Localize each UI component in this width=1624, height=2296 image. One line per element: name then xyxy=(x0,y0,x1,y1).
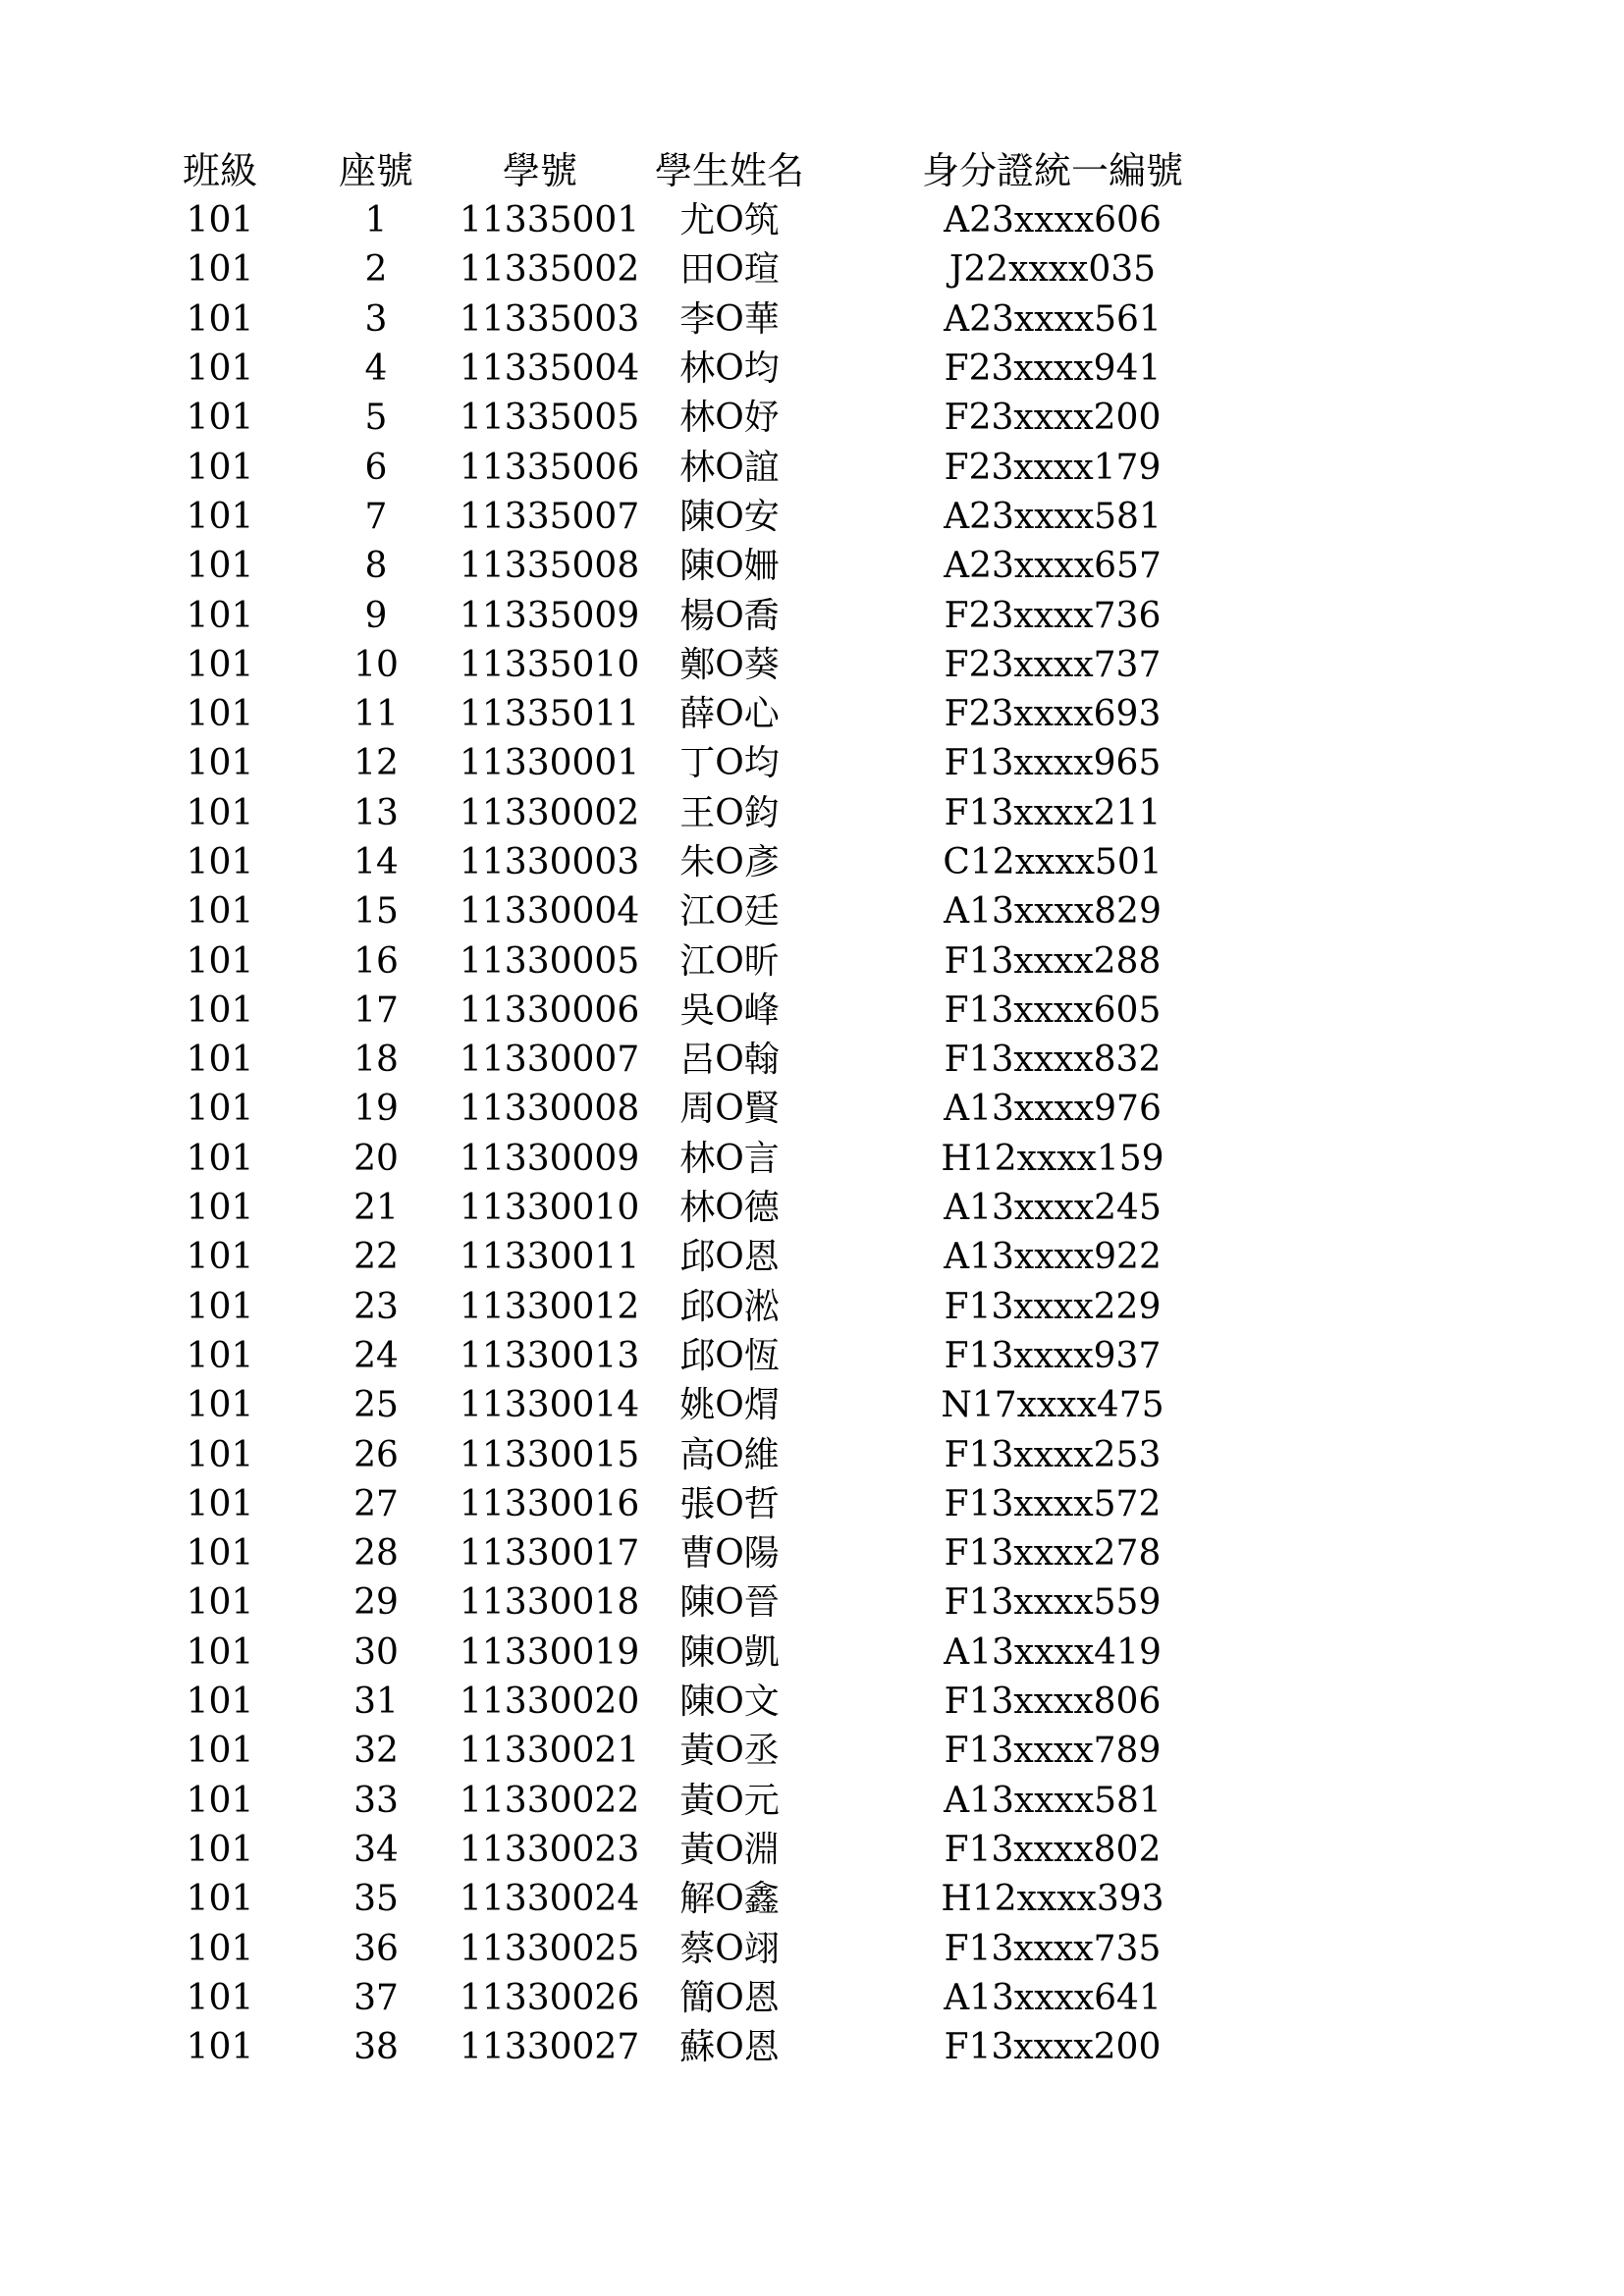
cell-seat: 20 xyxy=(353,1138,399,1179)
cell-student-name: 曹O陽 xyxy=(679,1533,780,1575)
cell-national-id: F23xxxx200 xyxy=(944,398,1162,439)
table-row xyxy=(147,987,1286,1036)
cell-national-id: F23xxxx941 xyxy=(944,348,1162,390)
cell-student-name: 林O德 xyxy=(679,1188,780,1229)
cell-national-id: N17xxxx475 xyxy=(941,1385,1164,1426)
cell-class: 101 xyxy=(186,1780,254,1821)
cell-class: 101 xyxy=(186,1533,254,1575)
cell-class: 101 xyxy=(186,1631,254,1673)
cell-class: 101 xyxy=(186,398,254,439)
cell-student-name: 解O鑫 xyxy=(679,1879,780,1920)
cell-student-id: 11330012 xyxy=(460,1286,640,1327)
cell-class: 101 xyxy=(186,595,254,636)
table-row xyxy=(147,1233,1286,1282)
table-row xyxy=(147,789,1286,838)
cell-seat: 27 xyxy=(353,1483,399,1524)
cell-national-id: H12xxxx393 xyxy=(941,1879,1164,1920)
table-row xyxy=(147,1529,1286,1578)
cell-national-id: A23xxxx561 xyxy=(944,298,1162,340)
table-row xyxy=(147,1974,1286,2023)
cell-student-id: 11330017 xyxy=(460,1533,640,1575)
cell-student-id: 11330026 xyxy=(460,1977,640,2018)
cell-class: 101 xyxy=(186,2027,254,2068)
cell-national-id: A13xxxx976 xyxy=(944,1089,1162,1130)
cell-student-name: 呂O翰 xyxy=(679,1040,780,1081)
cell-student-name: 鄭O葵 xyxy=(679,644,780,685)
cell-national-id: F13xxxx211 xyxy=(944,792,1162,833)
cell-national-id: C12xxxx501 xyxy=(943,842,1163,882)
cell-student-id: 11330018 xyxy=(460,1582,640,1624)
cell-student-id: 11335003 xyxy=(460,298,640,340)
cell-national-id: F13xxxx806 xyxy=(944,1682,1162,1723)
cell-national-id: A13xxxx581 xyxy=(944,1780,1162,1821)
table-row xyxy=(147,690,1286,739)
table-row xyxy=(147,936,1286,986)
cell-class: 101 xyxy=(186,694,254,735)
cell-seat: 25 xyxy=(353,1385,399,1426)
cell-student-id: 11330013 xyxy=(460,1335,640,1376)
cell-class: 101 xyxy=(186,989,254,1031)
cell-seat: 34 xyxy=(353,1829,399,1870)
cell-class: 101 xyxy=(186,1138,254,1179)
cell-student-id: 11330015 xyxy=(460,1434,640,1475)
cell-national-id: A23xxxx606 xyxy=(944,200,1162,241)
cell-student-name: 薛O心 xyxy=(679,694,780,735)
cell-student-name: 李O華 xyxy=(679,298,780,340)
cell-student-id: 11330022 xyxy=(460,1780,640,1821)
cell-seat: 24 xyxy=(353,1335,399,1376)
cell-class: 101 xyxy=(186,1385,254,1426)
cell-student-id: 11330009 xyxy=(460,1138,640,1179)
cell-student-name: 周O賢 xyxy=(679,1089,780,1130)
cell-seat: 2 xyxy=(364,249,388,291)
cell-class: 101 xyxy=(186,842,254,882)
cell-student-name: 邱O恆 xyxy=(679,1335,780,1376)
cell-student-name: 林O妤 xyxy=(679,398,780,439)
table-row xyxy=(147,1727,1286,1776)
cell-student-id: 11330016 xyxy=(460,1483,640,1524)
cell-student-name: 林O誼 xyxy=(679,447,780,488)
cell-national-id: F13xxxx200 xyxy=(944,2027,1162,2068)
cell-seat: 10 xyxy=(353,644,399,685)
cell-student-id: 11330023 xyxy=(460,1829,640,1870)
cell-student-name: 蘇O恩 xyxy=(679,2027,780,2068)
cell-student-id: 11335008 xyxy=(460,546,640,587)
cell-national-id: A23xxxx581 xyxy=(944,496,1162,537)
cell-national-id: A13xxxx245 xyxy=(944,1188,1162,1229)
cell-class: 101 xyxy=(186,1089,254,1130)
cell-national-id: F13xxxx572 xyxy=(944,1483,1162,1524)
cell-seat: 33 xyxy=(353,1780,399,1821)
cell-student-name: 黃O元 xyxy=(679,1780,780,1821)
cell-national-id: F13xxxx735 xyxy=(944,1928,1162,1969)
cell-class: 101 xyxy=(186,940,254,982)
table-row xyxy=(147,196,1286,245)
table-row xyxy=(147,2023,1286,2072)
cell-class: 101 xyxy=(186,891,254,933)
cell-student-name: 陳O晉 xyxy=(679,1582,780,1624)
cell-national-id: J22xxxx035 xyxy=(948,249,1157,291)
cell-seat: 15 xyxy=(353,891,399,933)
cell-national-id: F23xxxx693 xyxy=(944,694,1162,735)
cell-national-id: A13xxxx419 xyxy=(944,1631,1162,1673)
cell-class: 101 xyxy=(186,1879,254,1920)
cell-seat: 36 xyxy=(353,1928,399,1969)
cell-student-name: 姚O焨 xyxy=(679,1385,780,1426)
cell-national-id: F23xxxx179 xyxy=(944,447,1162,488)
cell-student-id: 11335011 xyxy=(460,694,640,735)
cell-class: 101 xyxy=(186,496,254,537)
cell-seat: 30 xyxy=(353,1631,399,1673)
cell-student-id: 11330021 xyxy=(460,1731,640,1772)
cell-class: 101 xyxy=(186,200,254,241)
cell-national-id: F13xxxx965 xyxy=(944,743,1162,784)
cell-class: 101 xyxy=(186,1040,254,1081)
cell-seat: 12 xyxy=(353,743,399,784)
cell-national-id: F13xxxx288 xyxy=(944,940,1162,982)
cell-student-id: 11335006 xyxy=(460,447,640,488)
cell-seat: 37 xyxy=(353,1977,399,2018)
cell-seat: 21 xyxy=(353,1188,399,1229)
cell-national-id: F13xxxx278 xyxy=(944,1533,1162,1575)
cell-student-id: 11330006 xyxy=(460,989,640,1031)
table-row xyxy=(147,641,1286,690)
cell-national-id: A13xxxx922 xyxy=(944,1237,1162,1278)
cell-student-name: 高O維 xyxy=(679,1434,780,1475)
cell-student-name: 蔡O翊 xyxy=(679,1928,780,1969)
cell-national-id: F13xxxx229 xyxy=(944,1286,1162,1327)
cell-student-name: 陳O凱 xyxy=(679,1631,780,1673)
cell-seat: 14 xyxy=(353,842,399,882)
cell-student-id: 11330001 xyxy=(460,743,640,784)
table-row xyxy=(147,394,1286,443)
cell-student-name: 林O言 xyxy=(679,1138,780,1179)
table-row xyxy=(147,542,1286,591)
cell-student-id: 11330004 xyxy=(460,891,640,933)
cell-national-id: F13xxxx605 xyxy=(944,989,1162,1031)
cell-student-name: 江O廷 xyxy=(679,891,780,933)
cell-class: 101 xyxy=(186,1335,254,1376)
cell-class: 101 xyxy=(186,644,254,685)
cell-class: 101 xyxy=(186,743,254,784)
cell-class: 101 xyxy=(186,1188,254,1229)
cell-national-id: F13xxxx559 xyxy=(944,1582,1162,1624)
header-student-id: 學號 xyxy=(502,149,577,192)
cell-seat: 35 xyxy=(353,1879,399,1920)
header-class: 班級 xyxy=(182,149,257,192)
cell-student-id: 11330027 xyxy=(460,2027,640,2068)
table-row xyxy=(147,838,1286,887)
cell-student-name: 丁O均 xyxy=(679,743,780,784)
cell-class: 101 xyxy=(186,447,254,488)
cell-national-id: F13xxxx253 xyxy=(944,1434,1162,1475)
cell-national-id: F23xxxx736 xyxy=(944,595,1162,636)
cell-student-name: 邱O淞 xyxy=(679,1286,780,1327)
cell-class: 101 xyxy=(186,249,254,291)
cell-seat: 7 xyxy=(364,496,388,537)
cell-student-name: 陳O文 xyxy=(679,1682,780,1723)
cell-student-name: 張O哲 xyxy=(679,1483,780,1524)
cell-seat: 23 xyxy=(353,1286,399,1327)
cell-student-name: 江O昕 xyxy=(679,940,780,982)
table-row xyxy=(147,1578,1286,1628)
cell-class: 101 xyxy=(186,1731,254,1772)
header-national-id: 身分證統一編號 xyxy=(921,149,1183,192)
cell-student-id: 11335002 xyxy=(460,249,640,291)
cell-student-name: 黃O丞 xyxy=(679,1731,780,1772)
cell-national-id: F13xxxx832 xyxy=(944,1040,1162,1081)
table-row xyxy=(147,493,1286,542)
table-row xyxy=(147,295,1286,345)
cell-student-name: 林O均 xyxy=(679,348,780,390)
cell-student-id: 11330007 xyxy=(460,1040,640,1081)
table-row xyxy=(147,739,1286,788)
cell-seat: 18 xyxy=(353,1040,399,1081)
cell-student-name: 王O鈞 xyxy=(679,792,780,833)
table-row xyxy=(147,1036,1286,1085)
table-row xyxy=(147,443,1286,492)
cell-class: 101 xyxy=(186,1977,254,2018)
cell-seat: 28 xyxy=(353,1533,399,1575)
cell-seat: 17 xyxy=(353,989,399,1031)
cell-seat: 32 xyxy=(353,1731,399,1772)
cell-student-id: 11330011 xyxy=(460,1237,640,1278)
cell-student-id: 11335010 xyxy=(460,644,640,685)
cell-student-id: 11335001 xyxy=(460,200,640,241)
cell-student-name: 陳O姍 xyxy=(679,546,780,587)
table-row xyxy=(147,245,1286,294)
cell-seat: 6 xyxy=(364,447,388,488)
cell-student-name: 邱O恩 xyxy=(679,1237,780,1278)
cell-class: 101 xyxy=(186,348,254,390)
cell-student-id: 11330019 xyxy=(460,1631,640,1673)
header-student-name: 學生姓名 xyxy=(654,149,804,192)
cell-student-id: 11330008 xyxy=(460,1089,640,1130)
cell-student-name: 黃O淵 xyxy=(679,1829,780,1870)
cell-seat: 19 xyxy=(353,1089,399,1130)
cell-national-id: A13xxxx829 xyxy=(944,891,1162,933)
cell-seat: 29 xyxy=(353,1582,399,1624)
cell-class: 101 xyxy=(186,1928,254,1969)
table-body xyxy=(147,196,1286,2072)
header-row xyxy=(147,145,1286,196)
table-row xyxy=(147,1629,1286,1678)
cell-seat: 9 xyxy=(364,595,388,636)
cell-class: 101 xyxy=(186,1829,254,1870)
cell-student-name: 朱O彥 xyxy=(679,842,780,882)
cell-seat: 8 xyxy=(364,546,388,587)
table-row xyxy=(147,1678,1286,1727)
cell-seat: 13 xyxy=(353,792,399,833)
table-row xyxy=(147,1430,1286,1479)
cell-national-id: A23xxxx657 xyxy=(944,546,1162,587)
table-row xyxy=(147,345,1286,394)
cell-class: 101 xyxy=(186,1682,254,1723)
table-row xyxy=(147,591,1286,640)
cell-seat: 26 xyxy=(353,1434,399,1475)
cell-seat: 31 xyxy=(353,1682,399,1723)
cell-seat: 5 xyxy=(364,398,388,439)
cell-student-id: 11330024 xyxy=(460,1879,640,1920)
table-row xyxy=(147,1875,1286,1924)
cell-seat: 3 xyxy=(364,298,388,340)
cell-seat: 4 xyxy=(364,348,388,390)
cell-student-id: 11335009 xyxy=(460,595,640,636)
cell-seat: 16 xyxy=(353,940,399,982)
cell-national-id: F13xxxx802 xyxy=(944,1829,1162,1870)
table-row xyxy=(147,1826,1286,1875)
cell-class: 101 xyxy=(186,792,254,833)
cell-class: 101 xyxy=(186,1286,254,1327)
table-row xyxy=(147,1777,1286,1826)
cell-national-id: F23xxxx737 xyxy=(944,644,1162,685)
table-row xyxy=(147,1184,1286,1233)
cell-national-id: A13xxxx641 xyxy=(944,1977,1162,2018)
cell-national-id: F13xxxx937 xyxy=(944,1335,1162,1376)
cell-student-name: 田O瑄 xyxy=(679,249,780,291)
header-seat: 座號 xyxy=(338,149,413,192)
cell-student-id: 11330005 xyxy=(460,940,640,982)
cell-class: 101 xyxy=(186,546,254,587)
cell-student-id: 11330003 xyxy=(460,842,640,882)
cell-student-name: 簡O恩 xyxy=(679,1977,780,2018)
table-row xyxy=(147,1085,1286,1134)
table-row xyxy=(147,887,1286,936)
cell-student-id: 11330014 xyxy=(460,1385,640,1426)
cell-student-id: 11330025 xyxy=(460,1928,640,1969)
cell-class: 101 xyxy=(186,1237,254,1278)
cell-class: 101 xyxy=(186,1483,254,1524)
table-row xyxy=(147,1480,1286,1529)
cell-student-name: 陳O安 xyxy=(679,496,780,537)
cell-seat: 38 xyxy=(353,2027,399,2068)
cell-student-id: 11330002 xyxy=(460,792,640,833)
cell-class: 101 xyxy=(186,1582,254,1624)
table-row xyxy=(147,1332,1286,1381)
cell-student-id: 11335004 xyxy=(460,348,640,390)
table-row xyxy=(147,1381,1286,1430)
cell-national-id: H12xxxx159 xyxy=(941,1138,1164,1179)
cell-national-id: F13xxxx789 xyxy=(944,1731,1162,1772)
cell-student-id: 11335005 xyxy=(460,398,640,439)
cell-student-id: 11330020 xyxy=(460,1682,640,1723)
cell-student-id: 11330010 xyxy=(460,1188,640,1229)
cell-seat: 22 xyxy=(353,1237,399,1278)
table-row xyxy=(147,1135,1286,1184)
cell-student-name: 吳O峰 xyxy=(679,989,780,1031)
student-roster-table xyxy=(147,145,1286,2072)
table-row xyxy=(147,1283,1286,1332)
cell-student-id: 11335007 xyxy=(460,496,640,537)
cell-class: 101 xyxy=(186,298,254,340)
cell-student-name: 楊O喬 xyxy=(679,595,780,636)
cell-student-name: 尤O筑 xyxy=(679,200,780,241)
cell-class: 101 xyxy=(186,1434,254,1475)
table-row xyxy=(147,1924,1286,1973)
cell-seat: 11 xyxy=(353,694,399,735)
cell-seat: 1 xyxy=(364,200,388,241)
